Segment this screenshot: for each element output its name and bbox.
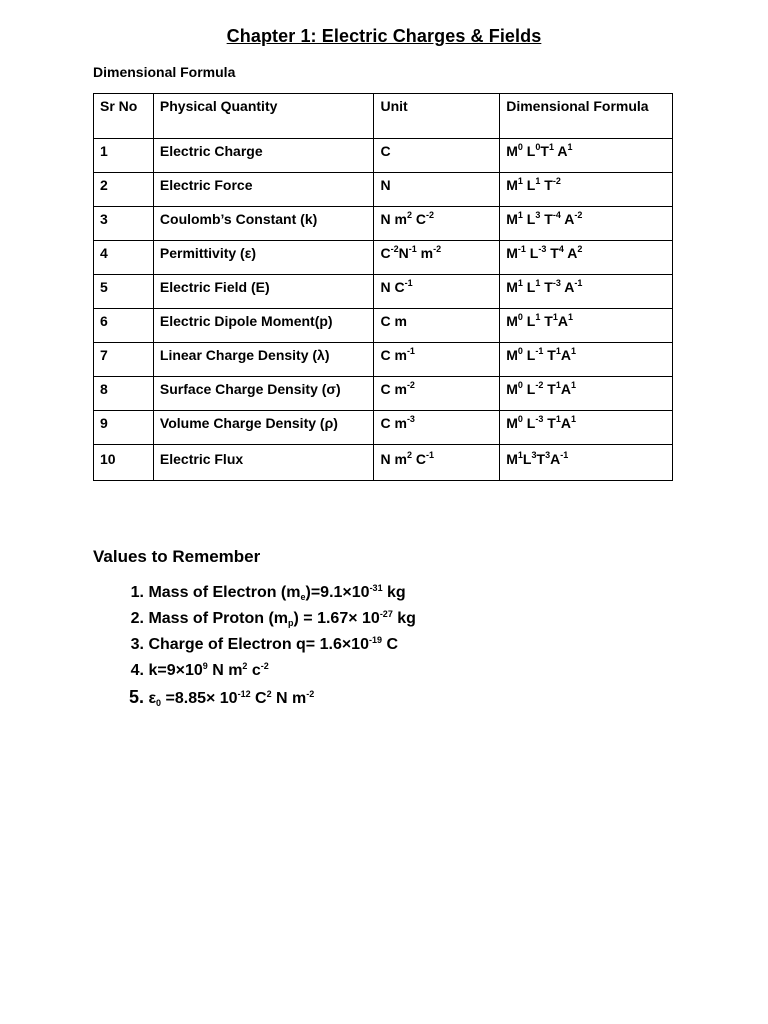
table-row <box>94 207 673 241</box>
table-row <box>94 241 673 275</box>
cell-unit: N $m^2$ $C^{-1}$ <box>374 445 500 481</box>
list-item <box>93 580 416 606</box>
header-sr-no: Sr No <box>94 94 154 139</box>
list-item-number: 5. <box>128 687 144 707</box>
cell-sr-no: 9 <box>94 411 154 445</box>
section-subtitle: Dimensional Formula <box>93 64 236 80</box>
table-row <box>94 173 673 207</box>
cell-unit: C $m^{-2}$ <box>374 377 500 411</box>
list-item-number: 1. <box>130 584 144 601</box>
table-row <box>94 309 673 343</box>
cell-physical-quantity: Volume Charge Density (ρ) <box>153 411 374 445</box>
cell-dimensional-formula: $M^1L^3T^3A^{-1}$ <box>500 445 673 481</box>
list-item-text: $k=9\times 10^9$ N $m^2$ $c^{-2}$ <box>148 661 269 679</box>
cell-sr-no: 3 <box>94 207 154 241</box>
cell-unit: C $m^{-1}$ <box>374 343 500 377</box>
cell-physical-quantity: Electric Field (E) <box>153 275 374 309</box>
cell-dimensional-formula: $M^0$ $L^{-2}$ $T^1A^1$ <box>500 377 673 411</box>
cell-physical-quantity: Electric Flux <box>153 445 374 481</box>
cell-dimensional-formula: $M^1$ $L^1$ $T^{-2}$ <box>500 173 673 207</box>
list-item-text: Mass of Electron $(m_e)=9.1\times 10^{-31}$ kg <box>148 583 406 602</box>
list-item <box>93 632 416 658</box>
cell-dimensional-formula: $M^0$ $L^1$ $T^1A^1$ <box>500 309 673 343</box>
cell-unit: N $m^2$ $C^{-2}$ <box>374 207 500 241</box>
cell-physical-quantity: Coulomb’s Constant (k) <box>153 207 374 241</box>
header-dimensional-formula: Dimensional Formula <box>500 94 673 139</box>
cell-sr-no: 8 <box>94 377 154 411</box>
list-item <box>93 658 416 684</box>
cell-physical-quantity: Electric Charge <box>153 139 374 173</box>
values-list <box>93 580 416 710</box>
cell-sr-no: 4 <box>94 241 154 275</box>
cell-sr-no: 5 <box>94 275 154 309</box>
table-header-row <box>94 94 673 139</box>
header-unit: Unit <box>374 94 500 139</box>
cell-dimensional-formula: $M^1$ $L^1$ $T^{-3}$ $A^{-1}$ <box>500 275 673 309</box>
list-item-number: 3. <box>130 636 144 653</box>
cell-dimensional-formula: $M^{-1}$ $L^{-3}$ $T^4$ $A^2$ <box>500 241 673 275</box>
list-item-text: Mass of Proton $(m_p) = 1.67\times 10^{-27}$ kg <box>148 609 416 628</box>
values-heading: Values to Remember <box>93 547 261 566</box>
cell-sr-no: 1 <box>94 139 154 173</box>
list-item-number: 4. <box>130 662 144 679</box>
table-row <box>94 275 673 309</box>
list-item <box>93 684 416 710</box>
cell-dimensional-formula: $M^0$ $L^{-3}$ $T^1A^1$ <box>500 411 673 445</box>
cell-sr-no: 7 <box>94 343 154 377</box>
table-row <box>94 343 673 377</box>
dimensional-formula-table <box>93 93 673 481</box>
header-physical-quantity: Physical Quantity <box>153 94 374 139</box>
cell-unit: $C^{-2}N^{-1}$ $m^{-2}$ <box>374 241 500 275</box>
table-row <box>94 411 673 445</box>
table-row <box>94 445 673 481</box>
cell-unit: C m <box>374 309 500 343</box>
cell-dimensional-formula: $M^0$ $L^{-1}$ $T^1A^1$ <box>500 343 673 377</box>
list-item-text: Charge of Electron $q= 1.6\times 10^{-19}$ C <box>148 635 398 653</box>
page-title: Chapter 1: Electric Charges & Fields <box>226 26 542 46</box>
table-row <box>94 139 673 173</box>
list-item-text: $\varepsilon_0 =8.85\times 10^{-12}$ $C^2$ N $m^{-2}$ <box>148 689 315 708</box>
cell-sr-no: 2 <box>94 173 154 207</box>
cell-unit: C $m^{-3}$ <box>374 411 500 445</box>
cell-dimensional-formula: $M^1$ $L^3$ $T^{-4}$ $A^{-2}$ <box>500 207 673 241</box>
cell-dimensional-formula: $M^0$ $L^0T^1$ $A^1$ <box>500 139 673 173</box>
cell-unit: N <box>374 173 500 207</box>
cell-physical-quantity: Surface Charge Density (σ) <box>153 377 374 411</box>
cell-sr-no: 6 <box>94 309 154 343</box>
cell-physical-quantity: Linear Charge Density (λ) <box>153 343 374 377</box>
cell-physical-quantity: Electric Dipole Moment(p) <box>153 309 374 343</box>
list-item <box>93 606 416 632</box>
cell-physical-quantity: Permittivity (ε) <box>153 241 374 275</box>
cell-unit: N $C^{-1}$ <box>374 275 500 309</box>
cell-physical-quantity: Electric Force <box>153 173 374 207</box>
list-item-number: 2. <box>130 610 144 627</box>
table-row <box>94 377 673 411</box>
cell-sr-no: 10 <box>94 445 154 481</box>
cell-unit: C <box>374 139 500 173</box>
